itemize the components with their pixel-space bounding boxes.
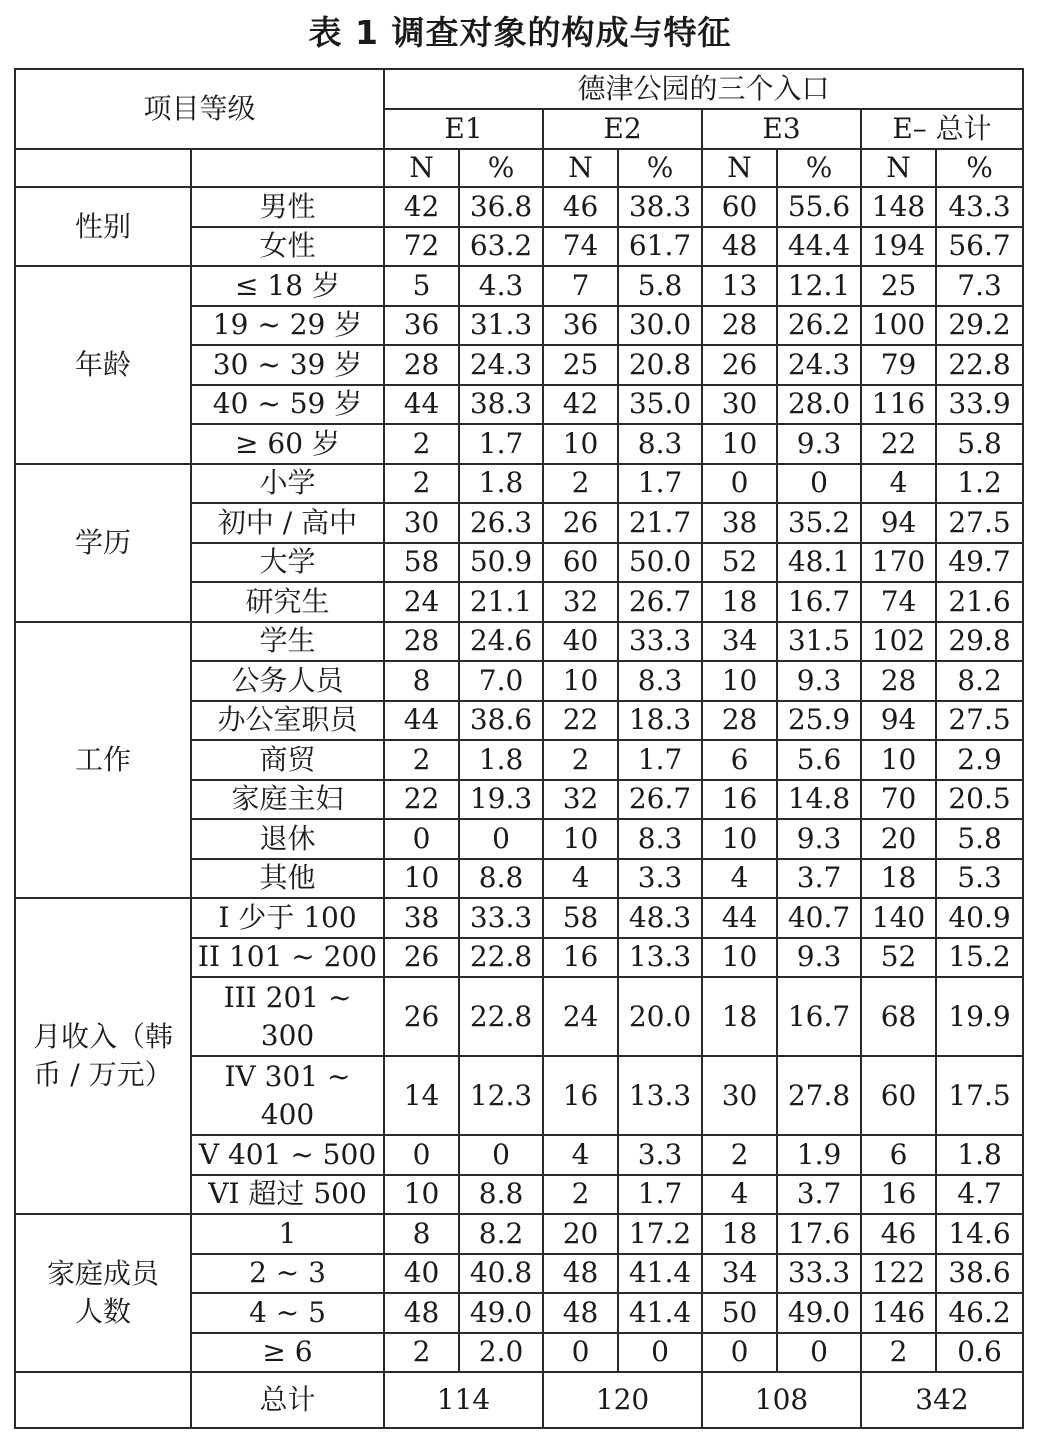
- data-cell: 2: [702, 1135, 777, 1175]
- data-cell: 16: [543, 1056, 618, 1135]
- data-cell: 16: [702, 780, 777, 820]
- total-value: 114: [384, 1372, 543, 1428]
- data-cell: 0: [777, 1333, 861, 1373]
- total-value: 108: [702, 1372, 861, 1428]
- data-cell: 26: [384, 938, 459, 978]
- data-cell: 3.7: [777, 859, 861, 899]
- data-cell: 36.8: [459, 187, 543, 227]
- data-cell: 50: [702, 1293, 777, 1333]
- row-label: 退休: [191, 819, 384, 859]
- category-cell: 年龄: [15, 266, 191, 464]
- data-cell: 10: [543, 424, 618, 464]
- data-cell: 12.1: [777, 266, 861, 306]
- data-cell: 35.2: [777, 503, 861, 543]
- header-group: E1: [384, 109, 543, 149]
- data-cell: 30: [702, 385, 777, 425]
- data-cell: 44: [702, 898, 777, 938]
- row-label: 其他: [191, 859, 384, 899]
- data-cell: 4: [543, 859, 618, 899]
- data-cell: 100: [861, 306, 936, 346]
- data-cell: 48: [543, 1254, 618, 1294]
- data-cell: 122: [861, 1254, 936, 1294]
- data-cell: 26: [384, 977, 459, 1056]
- data-cell: 46: [861, 1214, 936, 1254]
- data-cell: 9.3: [777, 661, 861, 701]
- category-cell: 学历: [15, 464, 191, 622]
- header-sub: %: [459, 149, 543, 187]
- data-cell: 50.9: [459, 543, 543, 583]
- data-cell: 63.2: [459, 227, 543, 267]
- data-cell: 25: [543, 345, 618, 385]
- data-cell: 0: [702, 464, 777, 504]
- data-cell: 24: [543, 977, 618, 1056]
- data-cell: 2: [543, 740, 618, 780]
- data-cell: 0: [384, 1135, 459, 1175]
- data-cell: 16: [543, 938, 618, 978]
- data-cell: 35.0: [618, 385, 702, 425]
- data-cell: 5.8: [936, 424, 1023, 464]
- data-cell: 26.7: [618, 780, 702, 820]
- data-cell: 18: [702, 1214, 777, 1254]
- row-label: IV 301 ~ 400: [191, 1056, 384, 1135]
- data-cell: 46.2: [936, 1293, 1023, 1333]
- data-cell: 58: [384, 543, 459, 583]
- data-cell: 13.3: [618, 1056, 702, 1135]
- data-cell: 21.7: [618, 503, 702, 543]
- data-cell: 40: [384, 1254, 459, 1294]
- data-cell: 30: [384, 503, 459, 543]
- data-cell: 60: [543, 543, 618, 583]
- data-cell: 0: [459, 819, 543, 859]
- data-cell: 25: [861, 266, 936, 306]
- data-cell: 33.3: [459, 898, 543, 938]
- data-cell: 5.8: [618, 266, 702, 306]
- data-cell: 5: [384, 266, 459, 306]
- data-cell: 61.7: [618, 227, 702, 267]
- data-cell: 0: [459, 1135, 543, 1175]
- data-cell: 16.7: [777, 582, 861, 622]
- data-cell: 8.3: [618, 819, 702, 859]
- data-cell: 10: [543, 661, 618, 701]
- data-cell: 194: [861, 227, 936, 267]
- data-cell: 72: [384, 227, 459, 267]
- data-cell: 8: [384, 1214, 459, 1254]
- data-cell: 0: [618, 1333, 702, 1373]
- row-label: Ⅰ 少于 100: [191, 898, 384, 938]
- data-cell: 8: [384, 661, 459, 701]
- data-cell: 22.8: [459, 938, 543, 978]
- data-cell: 28.0: [777, 385, 861, 425]
- data-cell: 140: [861, 898, 936, 938]
- data-cell: 19.9: [936, 977, 1023, 1056]
- header-sub: %: [777, 149, 861, 187]
- total-value: 120: [543, 1372, 702, 1428]
- header-sub: N: [861, 149, 936, 187]
- data-cell: 2: [384, 464, 459, 504]
- data-cell: 17.5: [936, 1056, 1023, 1135]
- data-cell: 94: [861, 701, 936, 741]
- row-label: 研究生: [191, 582, 384, 622]
- data-cell: 44.4: [777, 227, 861, 267]
- data-cell: 20: [543, 1214, 618, 1254]
- data-cell: 33.9: [936, 385, 1023, 425]
- data-cell: 6: [702, 740, 777, 780]
- row-label: VI 超过 500: [191, 1175, 384, 1215]
- data-cell: 55.6: [777, 187, 861, 227]
- data-cell: 27.5: [936, 503, 1023, 543]
- data-cell: 38.6: [459, 701, 543, 741]
- row-label: ≥ 60 岁: [191, 424, 384, 464]
- data-cell: 21.1: [459, 582, 543, 622]
- data-cell: 41.4: [618, 1293, 702, 1333]
- row-label: 家庭主妇: [191, 780, 384, 820]
- header-group: E2: [543, 109, 702, 149]
- row-label: 19 ~ 29 岁: [191, 306, 384, 346]
- data-cell: 32: [543, 582, 618, 622]
- data-cell: 4: [861, 464, 936, 504]
- row-label: II 101 ~ 200: [191, 938, 384, 978]
- row-label: V 401 ~ 500: [191, 1135, 384, 1175]
- data-cell: 17.6: [777, 1214, 861, 1254]
- data-cell: 40: [543, 622, 618, 662]
- data-cell: 10: [384, 859, 459, 899]
- row-label: III 201 ~ 300: [191, 977, 384, 1056]
- data-cell: 42: [384, 187, 459, 227]
- row-label: 学生: [191, 622, 384, 662]
- data-cell: 38: [702, 503, 777, 543]
- header-sub: N: [702, 149, 777, 187]
- data-cell: 28: [861, 661, 936, 701]
- data-cell: 2.9: [936, 740, 1023, 780]
- data-cell: 10: [702, 938, 777, 978]
- row-label: 大学: [191, 543, 384, 583]
- data-cell: 146: [861, 1293, 936, 1333]
- row-label: 办公室职员: [191, 701, 384, 741]
- total-value: 342: [861, 1372, 1023, 1428]
- table-row: [15, 187, 1023, 227]
- data-cell: 21.6: [936, 582, 1023, 622]
- table-row: [15, 266, 1023, 306]
- data-cell: 4: [702, 859, 777, 899]
- data-cell: 4: [543, 1135, 618, 1175]
- data-cell: 170: [861, 543, 936, 583]
- row-label: 男性: [191, 187, 384, 227]
- data-cell: 40.7: [777, 898, 861, 938]
- data-cell: 34: [702, 622, 777, 662]
- table-title: 表 1 调查对象的构成与特征: [308, 13, 732, 52]
- data-cell: 48: [543, 1293, 618, 1333]
- data-cell: 7.0: [459, 661, 543, 701]
- data-cell: 14: [384, 1056, 459, 1135]
- data-cell: 52: [861, 938, 936, 978]
- data-cell: 7: [543, 266, 618, 306]
- data-cell: 24.3: [459, 345, 543, 385]
- data-cell: 27.8: [777, 1056, 861, 1135]
- row-label: 小学: [191, 464, 384, 504]
- header-blank-cell: [191, 149, 384, 187]
- data-cell: 8.2: [459, 1214, 543, 1254]
- row-label: 公务人员: [191, 661, 384, 701]
- data-cell: 8.8: [459, 859, 543, 899]
- data-cell: 9.3: [777, 424, 861, 464]
- data-cell: 26: [543, 503, 618, 543]
- row-label: ≤ 18 岁: [191, 266, 384, 306]
- data-cell: 46: [543, 187, 618, 227]
- data-cell: 33.3: [777, 1254, 861, 1294]
- data-cell: 0: [777, 464, 861, 504]
- data-cell: 20.8: [618, 345, 702, 385]
- data-cell: 48.1: [777, 543, 861, 583]
- data-cell: 70: [861, 780, 936, 820]
- data-cell: 2: [384, 740, 459, 780]
- data-cell: 0: [384, 819, 459, 859]
- row-label: 30 ~ 39 岁: [191, 345, 384, 385]
- data-cell: 6: [861, 1135, 936, 1175]
- data-cell: 5.8: [936, 819, 1023, 859]
- data-cell: 32: [543, 780, 618, 820]
- data-cell: 79: [861, 345, 936, 385]
- data-cell: 9.3: [777, 938, 861, 978]
- total-label: 总计: [191, 1372, 384, 1428]
- data-cell: 10: [702, 424, 777, 464]
- data-cell: 10: [702, 819, 777, 859]
- header-sub: N: [543, 149, 618, 187]
- data-cell: 49.7: [936, 543, 1023, 583]
- data-cell: 38: [384, 898, 459, 938]
- data-cell: 16: [861, 1175, 936, 1215]
- header-sub: N: [384, 149, 459, 187]
- data-cell: 9.3: [777, 819, 861, 859]
- data-cell: 48: [702, 227, 777, 267]
- data-cell: 148: [861, 187, 936, 227]
- data-cell: 1.7: [618, 1175, 702, 1215]
- data-cell: 22.8: [459, 977, 543, 1056]
- data-cell: 20: [861, 819, 936, 859]
- header-item-level: 项目等级: [15, 69, 384, 149]
- data-cell: 74: [543, 227, 618, 267]
- data-cell: 20.0: [618, 977, 702, 1056]
- data-cell: 60: [861, 1056, 936, 1135]
- data-cell: 24: [384, 582, 459, 622]
- data-cell: 8.3: [618, 661, 702, 701]
- data-cell: 44: [384, 385, 459, 425]
- data-cell: 41.4: [618, 1254, 702, 1294]
- data-cell: 27.5: [936, 701, 1023, 741]
- row-label: 2 ~ 3: [191, 1254, 384, 1294]
- data-cell: 22: [384, 780, 459, 820]
- data-cell: 1.9: [777, 1135, 861, 1175]
- data-cell: 10: [861, 740, 936, 780]
- data-cell: 10: [543, 819, 618, 859]
- data-cell: 28: [702, 306, 777, 346]
- survey-table: [14, 68, 1024, 1429]
- data-cell: 1.8: [459, 464, 543, 504]
- data-cell: 18: [702, 582, 777, 622]
- data-cell: 2: [543, 464, 618, 504]
- data-cell: 5.6: [777, 740, 861, 780]
- data-cell: 2: [861, 1333, 936, 1373]
- data-cell: 2: [384, 424, 459, 464]
- data-cell: 15.2: [936, 938, 1023, 978]
- data-cell: 26.2: [777, 306, 861, 346]
- header-blank-cell: [15, 149, 191, 187]
- data-cell: 116: [861, 385, 936, 425]
- data-cell: 38.3: [618, 187, 702, 227]
- data-cell: 18: [861, 859, 936, 899]
- data-cell: 36: [384, 306, 459, 346]
- data-cell: 38.3: [459, 385, 543, 425]
- row-label: 商贸: [191, 740, 384, 780]
- data-cell: 30.0: [618, 306, 702, 346]
- data-cell: 34: [702, 1254, 777, 1294]
- data-cell: 16.7: [777, 977, 861, 1056]
- data-cell: 40.8: [459, 1254, 543, 1294]
- data-cell: 1.8: [459, 740, 543, 780]
- table-row: [15, 898, 1023, 938]
- data-cell: 20.5: [936, 780, 1023, 820]
- data-cell: 4.7: [936, 1175, 1023, 1215]
- data-cell: 94: [861, 503, 936, 543]
- data-cell: 25.9: [777, 701, 861, 741]
- data-cell: 12.3: [459, 1056, 543, 1135]
- data-cell: 8.2: [936, 661, 1023, 701]
- data-cell: 10: [384, 1175, 459, 1215]
- data-cell: 43.3: [936, 187, 1023, 227]
- data-cell: 26: [702, 345, 777, 385]
- data-cell: 2.0: [459, 1333, 543, 1373]
- data-cell: 50.0: [618, 543, 702, 583]
- data-cell: 18: [702, 977, 777, 1056]
- data-cell: 17.2: [618, 1214, 702, 1254]
- data-cell: 31.5: [777, 622, 861, 662]
- header-entrances: 德津公园的三个入口: [384, 69, 1023, 109]
- category-cell: 月收入（韩币 / 万元）: [15, 898, 191, 1214]
- data-cell: 1.8: [936, 1135, 1023, 1175]
- data-cell: 0.6: [936, 1333, 1023, 1373]
- data-cell: 29.2: [936, 306, 1023, 346]
- header-sub: %: [618, 149, 702, 187]
- data-cell: 1.7: [618, 740, 702, 780]
- data-cell: 49.0: [777, 1293, 861, 1333]
- data-cell: 48: [384, 1293, 459, 1333]
- category-cell: 工作: [15, 622, 191, 899]
- data-cell: 28: [384, 345, 459, 385]
- row-label: 40 ~ 59 岁: [191, 385, 384, 425]
- data-cell: 22: [861, 424, 936, 464]
- data-cell: 33.3: [618, 622, 702, 662]
- data-cell: 0: [702, 1333, 777, 1373]
- header-group: E3: [702, 109, 861, 149]
- data-cell: 3.3: [618, 1135, 702, 1175]
- data-cell: 18.3: [618, 701, 702, 741]
- data-cell: 7.3: [936, 266, 1023, 306]
- header-sub: %: [936, 149, 1023, 187]
- data-cell: 102: [861, 622, 936, 662]
- data-cell: 2: [543, 1175, 618, 1215]
- data-cell: 14.8: [777, 780, 861, 820]
- data-cell: 4.3: [459, 266, 543, 306]
- data-cell: 10: [702, 661, 777, 701]
- data-cell: 26.3: [459, 503, 543, 543]
- data-cell: 30: [702, 1056, 777, 1135]
- row-label: 1: [191, 1214, 384, 1254]
- table-row: [15, 464, 1023, 504]
- data-cell: 42: [543, 385, 618, 425]
- header-group: E– 总计: [861, 109, 1023, 149]
- data-cell: 0: [543, 1333, 618, 1373]
- data-cell: 26.7: [618, 582, 702, 622]
- total-row: [15, 1372, 1023, 1428]
- data-cell: 19.3: [459, 780, 543, 820]
- category-cell: 性别: [15, 187, 191, 266]
- data-cell: 48.3: [618, 898, 702, 938]
- table-row: [15, 1214, 1023, 1254]
- data-cell: 1.2: [936, 464, 1023, 504]
- data-cell: 36: [543, 306, 618, 346]
- data-cell: 14.6: [936, 1214, 1023, 1254]
- data-cell: 4: [702, 1175, 777, 1215]
- data-cell: 28: [384, 622, 459, 662]
- data-cell: 49.0: [459, 1293, 543, 1333]
- data-cell: 13.3: [618, 938, 702, 978]
- data-cell: 8.3: [618, 424, 702, 464]
- data-cell: 38.6: [936, 1254, 1023, 1294]
- row-label: 初中 / 高中: [191, 503, 384, 543]
- data-cell: 28: [702, 701, 777, 741]
- data-cell: 60: [702, 187, 777, 227]
- row-label: 女性: [191, 227, 384, 267]
- data-cell: 29.8: [936, 622, 1023, 662]
- data-cell: 1.7: [618, 464, 702, 504]
- data-cell: 5.3: [936, 859, 1023, 899]
- data-cell: 74: [861, 582, 936, 622]
- data-cell: 2: [384, 1333, 459, 1373]
- data-cell: 1.7: [459, 424, 543, 464]
- data-cell: 56.7: [936, 227, 1023, 267]
- data-cell: 31.3: [459, 306, 543, 346]
- data-cell: 22.8: [936, 345, 1023, 385]
- row-label: 4 ~ 5: [191, 1293, 384, 1333]
- row-label: ≥ 6: [191, 1333, 384, 1373]
- data-cell: 8.8: [459, 1175, 543, 1215]
- category-cell: 家庭成员人数: [15, 1214, 191, 1372]
- data-cell: 44: [384, 701, 459, 741]
- total-blank-cell: [15, 1372, 191, 1428]
- data-cell: 24.6: [459, 622, 543, 662]
- data-cell: 22: [543, 701, 618, 741]
- table-row: [15, 622, 1023, 662]
- data-cell: 3.7: [777, 1175, 861, 1215]
- data-cell: 58: [543, 898, 618, 938]
- data-cell: 24.3: [777, 345, 861, 385]
- data-cell: 3.3: [618, 859, 702, 899]
- data-cell: 68: [861, 977, 936, 1056]
- data-cell: 13: [702, 266, 777, 306]
- data-cell: 40.9: [936, 898, 1023, 938]
- data-cell: 52: [702, 543, 777, 583]
